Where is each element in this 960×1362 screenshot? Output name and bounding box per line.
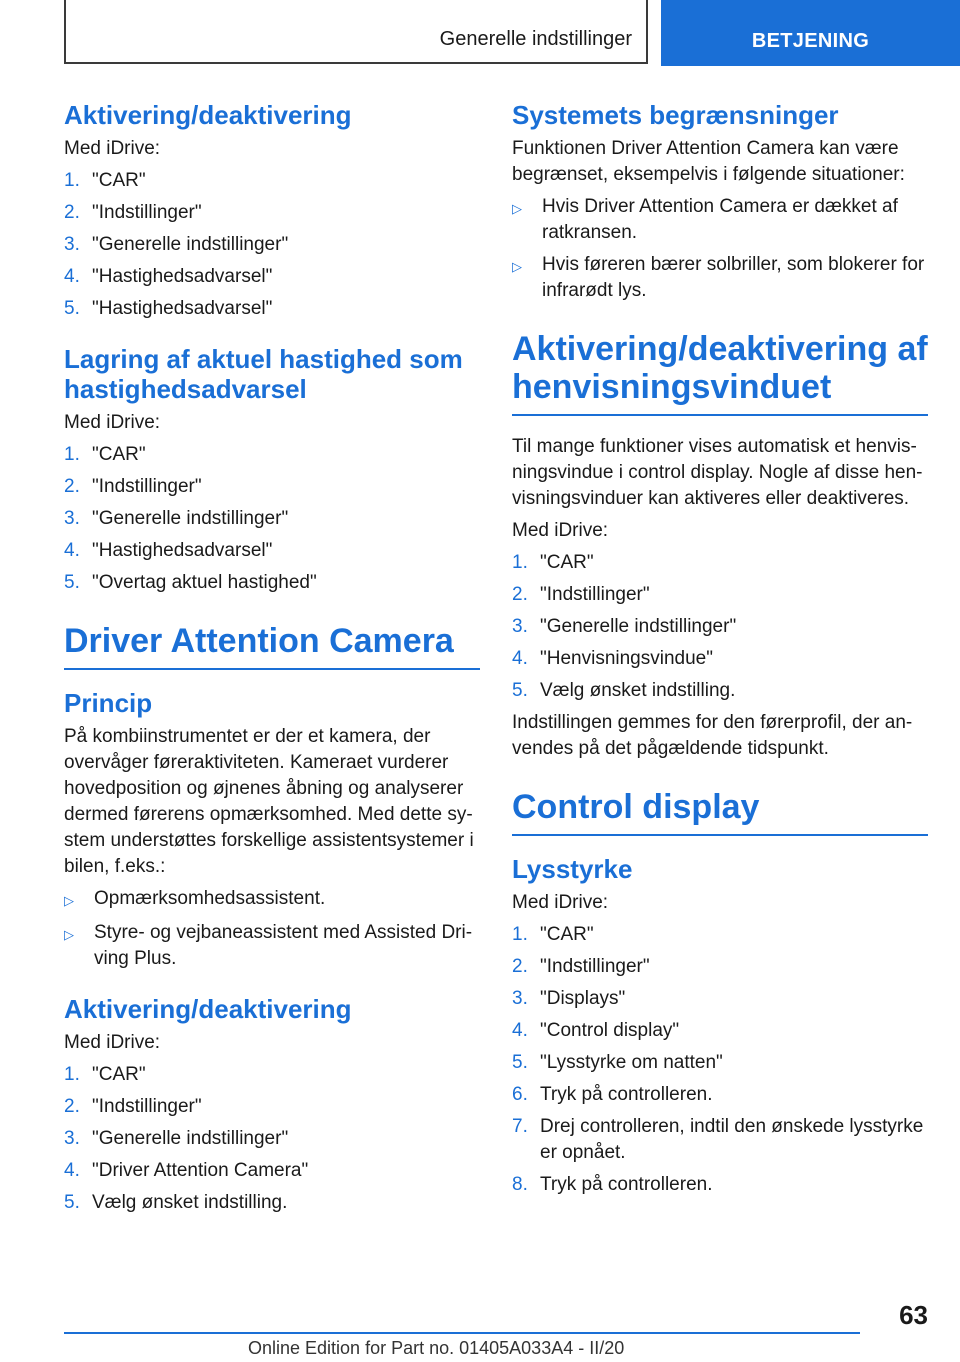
- list-item: 3. "Generelle indstillinger": [64, 1128, 289, 1149]
- list-item: 4. "Henvisningsvindue": [512, 648, 713, 669]
- list-item: 2. "Indstillinger": [64, 476, 202, 497]
- step-list: [64, 168, 480, 322]
- list-item: 4. "Control display": [512, 1020, 680, 1041]
- list-item: 2. "Indstillinger": [64, 202, 202, 223]
- list-item: 5. Vælg ønsket indstilling.: [64, 1192, 288, 1213]
- list-item: 8. Tryk på controlleren.: [512, 1174, 713, 1195]
- bullet-list: [64, 886, 480, 972]
- body-text: På kombiinstrumentet er der et kamera, der overvåger føreraktiviteten. Kameraet vurderer hovedposition og øjnenes åbning og analyserer dermed førerens opmærksomhed. Med dette system understøttes forskellige assistentsystemer i bilen, f.eks.:: [64, 726, 474, 877]
- list-item: ▷ Hvis Driver Attention Camera er dækket af ratkransen.: [512, 194, 928, 246]
- list-item: ▷ Hvis føreren bærer solbriller, som blokerer for infrarødt lys.: [512, 252, 928, 304]
- list-item: 2. "Indstillinger": [512, 956, 650, 977]
- triangle-bullet-icon: ▷: [64, 893, 74, 908]
- list-item: 3. "Generelle indstillinger": [64, 508, 289, 529]
- section-title: Systemets begrænsninger: [512, 100, 839, 130]
- body-text: Indstillingen gemmes for den førerprofil, der anvendes på det pågældende tidspunkt.: [512, 712, 913, 759]
- intro-text: Med iDrive:: [512, 520, 609, 541]
- page-header: [0, 0, 960, 66]
- list-item: 4. "Hastighedsadvarsel": [64, 540, 273, 561]
- header-chapter-tab: BETJENING: [661, 0, 960, 66]
- triangle-bullet-icon: ▷: [64, 927, 74, 942]
- list-item: 3. "Generelle indstillinger": [512, 616, 737, 637]
- step-list: [64, 442, 480, 596]
- list-item: 5. Vælg ønsket indstilling.: [512, 680, 736, 701]
- intro-text: Med iDrive:: [512, 892, 609, 913]
- section-title: Aktivering/deaktivering: [64, 100, 352, 130]
- step-list: [512, 922, 928, 1198]
- list-item: 3. "Generelle indstillinger": [64, 234, 289, 255]
- triangle-bullet-icon: ▷: [512, 201, 522, 216]
- section-title: Lysstyrke: [512, 854, 633, 884]
- chapter-title: Control display: [512, 788, 928, 836]
- chapter-title: Aktivering/deaktivering af henvisningsvinduet: [512, 330, 928, 416]
- bullet-list: [512, 194, 928, 304]
- list-item: 1. "CAR": [64, 444, 146, 465]
- list-item: 1. "CAR": [64, 1064, 146, 1085]
- intro-text: Med iDrive:: [64, 1032, 161, 1053]
- chapter-title: Driver Attention Camera: [64, 622, 480, 670]
- section-title: Princip: [64, 688, 153, 718]
- list-item: 6. Tryk på controlleren.: [512, 1084, 713, 1105]
- body-text: Til mange funktioner vises automatisk et henvisningsvindue i control display. Nogle af disse henvisningsvinduer kan aktiveres eller deaktiveres.: [512, 436, 923, 509]
- list-item: 2. "Indstillinger": [64, 1096, 202, 1117]
- list-item: ▷ Opmærksomhedsassistent.: [64, 886, 480, 914]
- header-section-title: Generelle indstillinger: [439, 28, 632, 50]
- edition-footer: Online Edition for Part no. 01405A033A4 - II/20: [248, 1338, 625, 1358]
- intro-text: Med iDrive:: [64, 412, 161, 433]
- list-item: 3. "Displays": [512, 988, 626, 1009]
- list-item: 5. "Overtag aktuel hastighed": [64, 572, 317, 593]
- list-item: 7. Drej controlleren, indtil den ønskede lysstyrke er opnået.: [512, 1116, 924, 1163]
- list-item: 1. "CAR": [64, 170, 146, 191]
- triangle-bullet-icon: ▷: [512, 259, 522, 274]
- intro-text: Med iDrive:: [64, 138, 161, 159]
- body-text: Funktionen Driver Attention Camera kan være begrænset, eksempelvis i følgende situationer:: [512, 138, 905, 185]
- step-list: [64, 1062, 480, 1216]
- list-item: 5. "Lysstyrke om natten": [512, 1052, 723, 1073]
- list-item: 1. "CAR": [512, 924, 594, 945]
- footer-divider: [64, 1332, 860, 1334]
- header-section-box: [64, 0, 648, 64]
- section-title: Lagring af aktuel hastighed som hastighedsadvarsel: [64, 344, 463, 404]
- list-item: 4. "Hastighedsadvarsel": [64, 266, 273, 287]
- section-title: Aktivering/deaktivering: [64, 994, 352, 1024]
- right-column: [512, 100, 928, 1198]
- left-column: [64, 100, 480, 1216]
- list-item: 5. "Hastighedsadvarsel": [64, 298, 273, 319]
- page-number: 63: [899, 1300, 928, 1330]
- list-item: 1. "CAR": [512, 552, 594, 573]
- list-item: 4. "Driver Attention Camera": [64, 1160, 309, 1181]
- step-list: [512, 550, 928, 704]
- list-item: 2. "Indstillinger": [512, 584, 650, 605]
- list-item: ▷ Styre- og vejbaneassistent med Assisted Driving Plus.: [64, 920, 480, 972]
